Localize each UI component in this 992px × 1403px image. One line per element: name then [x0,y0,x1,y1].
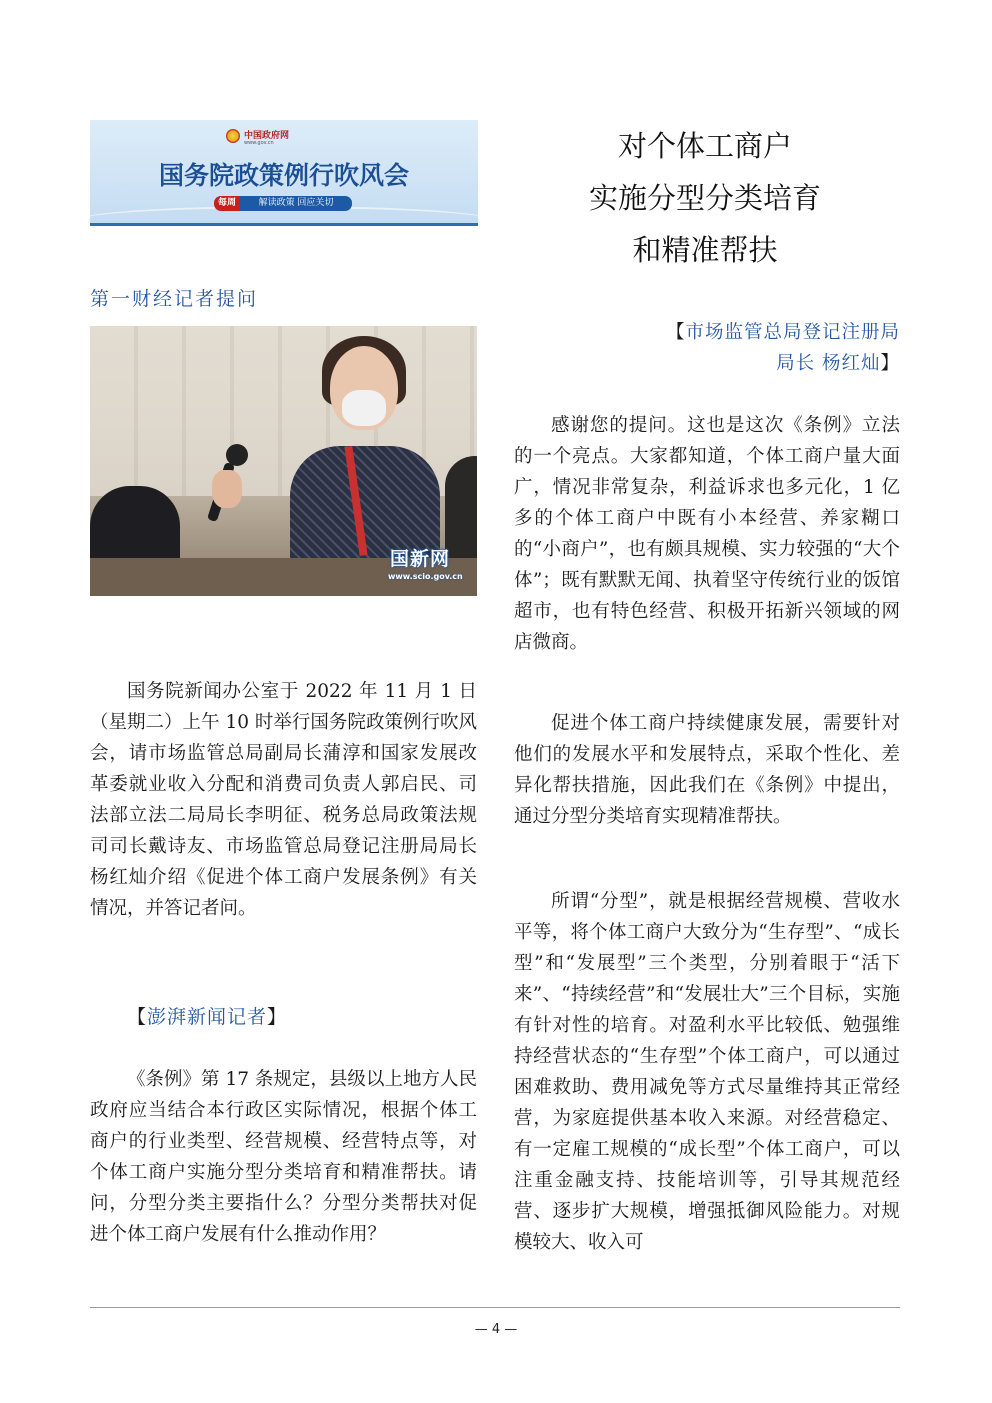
title-line-2: 实施分型分类培育 [588,181,821,215]
speaker-bracket-close: 】 [880,353,900,374]
footer-divider [90,1307,900,1308]
pengpai-reporter-label [90,1002,477,1029]
question-reporter-label: 第一财经记者提问 [90,288,259,310]
microphone-icon [226,444,248,466]
photo-watermark-url: www.scio.gov.cn [388,572,463,581]
speaker-bracket-open: 【 [665,322,686,343]
photo-watermark-logo: 国新网 [390,548,451,570]
answer-paragraph-3: 所谓“分型”，就是根据经营规模、营收水平等，将个体工商户大致分为“生存型”、“成长型”和“发展型”三个类型，分别着眼于“活下来”、“持续经营”和“发展壮大”三个目标，实施有针对性的培育。对盈利水平比较低、勉强维持经营状态的“生存型”个体工商户，可以通过困难救助、费用减免等方式尽量维持其正常经营，为家庭提供基本收入来源。对经营稳定、有一定雇工规模的“成长型”个体工商户，可以注重金融支持、技能培训等，引导其规范经营、逐步扩大规模，增强抵御风险能力。对规模较大、收入可 [514,891,900,1253]
banner-main-title: 国务院政策例行吹风会 [158,161,409,190]
photo-face-mask [342,390,386,426]
answer-paragraph-2: 促进个体工商户持续健康发展，需要针对他们的发展水平和发展特点，采取个性化、差异化帮扶措施，因此我们在《条例》中提出，通过分型分类培育实现精准帮扶。 [514,713,900,827]
speaker-name: 局长 杨红灿 [776,353,881,374]
answer-paragraph-1: 感谢您的提问。这也是这次《条例》立法的一个亮点。大家都知道，个体工商户量大面广，情况非常复杂，利益诉求也多元化，1 亿多的个体工商户中既有小本经营、养家糊口的“小商户”，也有颇具规模、实力较强的“大个体”；既有默默无闻、执着坚守传统行业的饭馆超市，也有特色经营、积极开拓新兴领域的网店微商。 [514,415,900,653]
speaker-line-1 [510,317,900,348]
banner-site-url: www.gov.cn [244,140,274,146]
intro-paragraph: 国务院新闻办公室于 2022 年 11 月 1 日（星期二）上午 10 时举行国务院政策例行吹风会，请市场监管总局副局长蒲淳和国家发展改革委就业收入分配和消费司负责人郭启民、司法部立法二局局长李明征、税务总局政策法规司司长戴诗友、市场监管总局登记注册局局长杨红灿介绍《促进个体工商户发展条例》有关情况，并答记者问。 [90,681,477,919]
pengpai-reporter-name: 澎湃新闻记者 [147,1006,268,1028]
photo-reporter-hand [212,470,242,508]
banner-tag-slogan: 解读政策 回应关切 [240,196,352,211]
policy-briefing-banner [90,120,478,226]
speaker-line-2 [510,348,900,379]
banner-tag-weekly: 每周 [214,196,240,211]
bracket-close: 】 [267,1006,288,1028]
reporter-photo [90,326,477,596]
title-line-1: 对个体工商户 [617,129,792,163]
article-title [510,120,900,276]
national-emblem-icon [226,129,240,143]
pengpai-question-paragraph: 《条例》第 17 条规定，县级以上地方人民政府应当结合本行政区实际情况，根据个体工商户的行业类型、经营规模、经营特点等，对个体工商户实施分型分类培育和精准帮扶。请问，分型分类主要指什么？分型分类帮扶对促进个体工商户发展有什么推动作用？ [90,1069,477,1245]
page-number: — 4 — [474,1322,518,1337]
speaker-label [510,317,900,379]
bracket-open: 【 [127,1006,148,1028]
banner-site-name: 中国政府网 [244,131,290,141]
title-line-3: 和精准帮扶 [632,233,778,267]
speaker-organization: 市场监管总局登记注册局 [685,322,900,343]
